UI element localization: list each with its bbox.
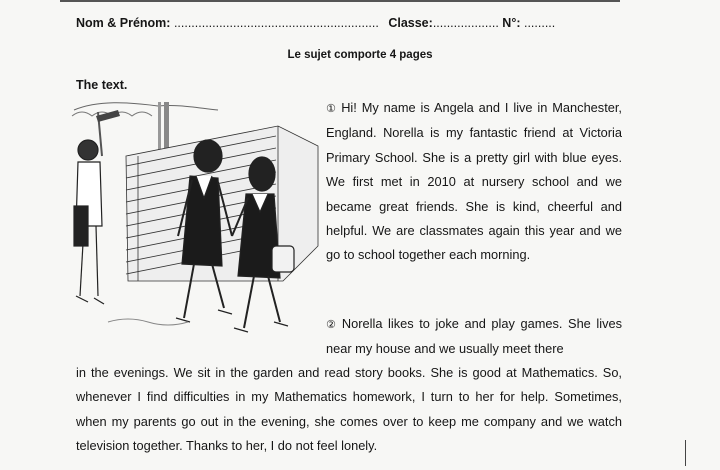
paragraph-1-marker: ① bbox=[326, 102, 338, 115]
class-field[interactable]: ................... bbox=[432, 16, 499, 30]
two-girls-walking-illustration bbox=[68, 96, 320, 336]
paragraph-2-text-right: Norella likes to joke and play games. She lives near my house and we usually meet there bbox=[326, 316, 622, 357]
section-title: The text. bbox=[76, 78, 128, 92]
top-rule bbox=[60, 0, 620, 2]
boy-figure bbox=[74, 140, 104, 304]
student-info-header bbox=[76, 16, 636, 30]
paragraph-1 bbox=[326, 96, 622, 268]
number-label: N°: bbox=[502, 16, 521, 30]
paragraph-2-continuation: in the evenings. We sit in the garden and read story books. She is good at Mathematics. So, whenever I find difficulties in my Mathematics homework, I turn to her for help. Sometimes, when my parents go out in the evening, she comes over to keep me company and we watch television together. Thanks to her, I do not feel lonely. bbox=[76, 365, 622, 454]
margin-mark bbox=[685, 440, 686, 466]
paragraph-2-start bbox=[326, 312, 622, 362]
class-label: Classe: bbox=[388, 16, 433, 30]
name-label: Nom & Prénom: bbox=[76, 16, 171, 30]
number-field[interactable]: ......... bbox=[523, 16, 556, 30]
paragraph-2-marker: ② bbox=[326, 318, 338, 331]
page-count-subtitle: Le sujet comporte 4 pages bbox=[287, 49, 433, 61]
name-field[interactable]: ........................................................... bbox=[173, 16, 379, 30]
paragraph-1-text: Hi! My name is Angela and I live in Manchester, England. Norella is my fantastic friend at Victoria Primary School. She is a pretty girl with blue eyes. We first met in 2010 at nursery school and we became great friends. She is kind, cheerful and helpful. We are classmates again this year and we go to school together each morning. bbox=[326, 100, 622, 263]
